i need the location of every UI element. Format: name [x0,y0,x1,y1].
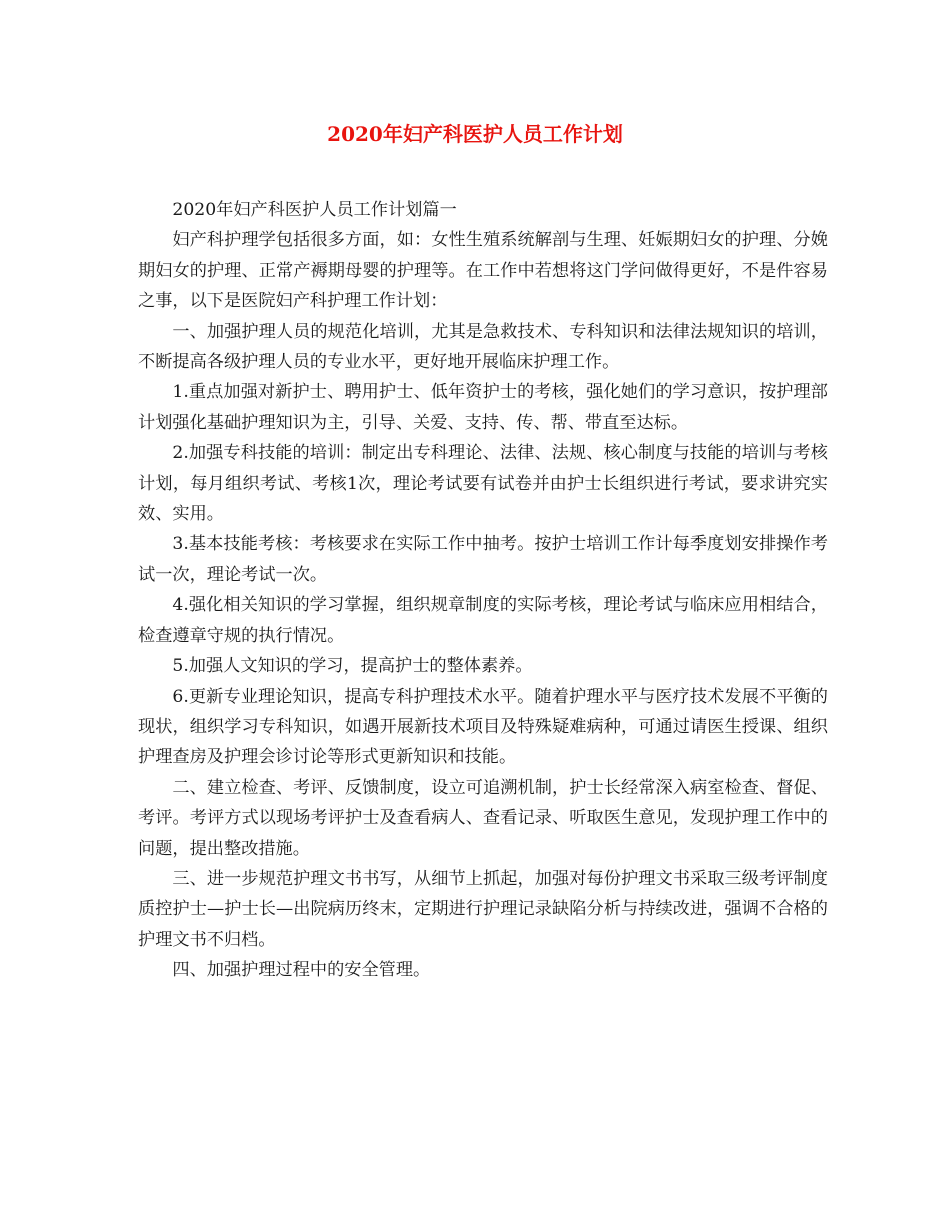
paragraph-subitem-3: 3.基本技能考核：考核要求在实际工作中抽考。按护士培训工作计每季度划安排操作考试一次，理论考试一次。 [138,534,828,585]
paragraph-subitem-6: 6.更新专业理论知识，提高专科护理技术水平。随着护理水平与医疗技术发展不平衡的现状，组织学习专科知识，如遇开展新技术项目及特殊疑难病种，可通过请医生授课、组织护理查房及护理会诊讨论等形式更新知识和技能。 [138,686,828,768]
paragraph-subitem-2: 2.加强专科技能的培训：制定出专科理论、法律、法规、核心制度与技能的培训与考核计划，每月组织考试、考核1次，理论考试要有试卷并由护士长组织进行考试，要求讲究实效、实用。 [138,443,828,525]
paragraph-subitem-5: 5.加强人文知识的学习，提高护士的整体素养。 [172,656,533,677]
section-heading: 2020年妇产科医护人员工作计划篇一 [172,200,457,220]
paragraph-item-2: 二、建立检查、考评、反馈制度，设立可追溯机制，护士长经常深入病室检查、督促、考评。考评方式以现场考评护士及查看病人、查看记录、听取医生意见，发现护理工作中的问题，提出整改措施。 [138,777,828,859]
paragraph-intro: 妇产科护理学包括很多方面，如：女性生殖系统解剖与生理、妊娠期妇女的护理、分娩期妇女的护理、正常产褥期母婴的护理等。在工作中若想将这门学问做得更好，不是件容易之事，以下是医院妇产科护理工作计划： [138,230,828,312]
document-title: 2020年妇产科医护人员工作计划 [327,122,623,146]
paragraph-subitem-4: 4.强化相关知识的学习掌握，组织规章制度的实际考核，理论考试与临床应用相结合，检查遵章守规的执行情况。 [138,595,828,646]
paragraph-item-4: 四、加强护理过程中的安全管理。 [172,960,431,981]
paragraph-item-1: 一、加强护理人员的规范化培训，尤其是急救技术、专科知识和法律法规知识的培训，不断提高各级护理人员的专业水平，更好地开展临床护理工作。 [138,321,828,373]
document-body [138,195,828,986]
paragraph-subitem-1: 1.重点加强对新护士、聘用护士、低年资护士的考核，强化她们的学习意识，按护理部计划强化基础护理知识为主，引导、关爱、支持、传、帮、带直至达标。 [138,382,828,433]
paragraph-item-3: 三、进一步规范护理文书书写，从细节上抓起，加强对每份护理文书采取三级考评制度质控护士—护士长—出院病历终末，定期进行护理记录缺陷分析与持续改进，强调不合格的护理文书不归档。 [138,868,828,950]
